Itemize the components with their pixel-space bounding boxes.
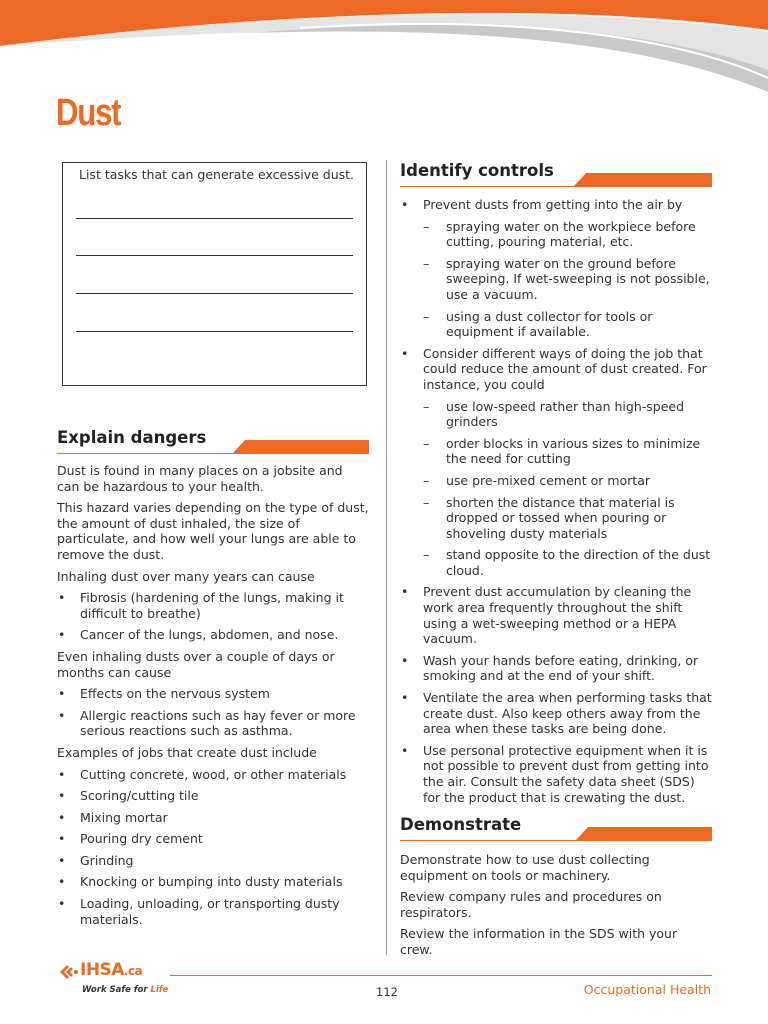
list-item-text: Pouring dry cement	[80, 831, 203, 847]
demonstrate-body	[400, 852, 712, 964]
sub-list-item	[423, 547, 712, 578]
heading-underline	[57, 453, 369, 454]
list-item	[57, 831, 369, 847]
demonstrate-title: Demonstrate	[400, 815, 522, 834]
short-term-effects-list	[57, 686, 369, 739]
sub-list-item	[423, 256, 712, 303]
list-item	[57, 686, 369, 702]
dangers-intro-paragraph: Dust is found in many places on a jobsite and can be hazardous to your health.	[57, 463, 343, 494]
list-item-text: Grinding	[80, 852, 134, 868]
bullet-glyph: •	[58, 809, 66, 825]
dusty-jobs-list	[57, 767, 369, 928]
blank-writing-line	[76, 331, 353, 332]
sub-list-item	[423, 219, 712, 250]
sub-list-item-text: order blocks in various sizes to minimize the need for cutting	[446, 435, 701, 467]
list-item-text: Ventilate the area when performing tasks that create dust. Also keep others away from the area when these tasks are being done.	[423, 690, 712, 737]
explain-dangers-title: Explain dangers	[57, 428, 207, 447]
sub-list-item-text: using a dust collector for tools or equipment if available.	[446, 308, 653, 340]
bullet-glyph: •	[401, 345, 409, 361]
sub-list	[423, 219, 712, 340]
short-term-intro: Even inhaling dusts over a couple of days or months can cause	[57, 648, 335, 680]
list-item-text: Consider different ways of doing the job that could reduce the amount of dust created. For instance, you could	[423, 345, 707, 392]
bullet-glyph: •	[401, 742, 409, 758]
heading-accent-bar	[576, 827, 712, 840]
list-item-text: Mixing mortar	[80, 809, 168, 825]
demonstrate-paragraph: Review the information in the SDS with your crew.	[400, 926, 678, 957]
bullet-glyph: •	[401, 690, 409, 706]
dash-glyph: –	[423, 255, 430, 271]
sub-list-item-text: spraying water on the ground before sweeping. If wet-sweeping is not possible, use a vacuum.	[446, 255, 710, 302]
footer-section-name: Occupational Health	[583, 982, 711, 997]
blank-writing-line	[76, 293, 353, 294]
long-term-effects-list	[57, 590, 369, 643]
sub-list-item-text: use pre-mixed cement or mortar	[446, 472, 651, 488]
heading-accent-bar	[233, 440, 369, 453]
demonstrate-paragraph: Review company rules and procedures on respirators.	[400, 889, 662, 920]
blank-writing-line	[76, 255, 353, 256]
bullet-glyph: •	[58, 852, 66, 868]
heading-accent-bar	[574, 173, 712, 186]
bullet-glyph: •	[58, 686, 66, 702]
tagline-text: Work Safe for	[82, 985, 151, 995]
sub-list-item	[423, 399, 712, 430]
bullet-glyph: •	[58, 874, 66, 890]
sub-list-item-text: shorten the distance that material is dropped or tossed when pouring or shoveling dusty materials	[446, 494, 675, 541]
dangers-intro-paragraph: Inhaling dust over many years can cause	[57, 568, 315, 584]
ihsa-logo-icon	[56, 960, 80, 984]
list-item-text: Allergic reactions such as hay fever or more serious reactions such as asthma.	[80, 707, 356, 739]
list-item	[57, 896, 369, 927]
bullet-glyph: •	[58, 788, 66, 804]
sub-list-item	[423, 473, 712, 489]
bullet-glyph: •	[401, 197, 409, 212]
heading-underline	[400, 840, 712, 841]
list-item	[400, 653, 712, 684]
dangers-intro-paragraph: This hazard varies depending on the type of dust, the amount of dust inhaled, the size of particulate, and how well your lungs are able to remove the dust.	[57, 500, 369, 562]
list-item-text: Loading, unloading, or transporting dusty materials.	[80, 896, 340, 927]
list-item	[57, 767, 369, 783]
list-item-text: Fibrosis (hardening of the lungs, making it difficult to breathe)	[80, 590, 344, 621]
list-item-text: Scoring/cutting tile	[80, 788, 199, 804]
list-item-text: Effects on the nervous system	[80, 686, 270, 702]
bullet-glyph: •	[58, 627, 66, 643]
bullet-glyph: •	[401, 652, 409, 668]
explain-dangers-body	[57, 463, 369, 933]
bullet-glyph: •	[58, 590, 66, 606]
logo-domain-suffix: .ca	[123, 964, 143, 978]
list-item	[57, 708, 369, 739]
logo-tagline	[82, 985, 168, 995]
controls-list	[400, 197, 712, 805]
footer-rule	[170, 975, 712, 976]
list-item-text: Cancer of the lungs, abdomen, and nose.	[80, 627, 339, 643]
demonstrate-heading	[400, 815, 712, 841]
bullet-glyph: •	[58, 896, 66, 912]
sub-list-item	[423, 309, 712, 340]
sub-list	[423, 399, 712, 579]
heading-underline	[400, 186, 712, 187]
page-title: Dust	[56, 92, 121, 134]
list-item	[400, 346, 712, 579]
list-item	[400, 743, 712, 805]
bullet-glyph: •	[58, 707, 66, 723]
bullet-glyph: •	[58, 766, 66, 782]
sub-list-item	[423, 436, 712, 467]
list-item	[57, 810, 369, 826]
sub-list-item-text: spraying water on the workpiece before cutting, pouring material, etc.	[446, 218, 696, 250]
dash-glyph: –	[423, 218, 430, 234]
bullet-glyph: •	[401, 584, 409, 600]
column-divider	[386, 160, 387, 955]
sub-list-item-text: stand opposite to the direction of the dust cloud.	[446, 547, 711, 578]
dash-glyph: –	[423, 547, 430, 563]
tagline-emphasis: Life	[150, 985, 169, 995]
sub-list-item	[423, 495, 712, 542]
page-number: 112	[376, 985, 398, 999]
sub-list-item-text: use low-speed rather than high-speed grinders	[446, 398, 685, 430]
list-item	[57, 627, 369, 643]
list-item	[400, 690, 712, 737]
dash-glyph: –	[423, 494, 430, 510]
list-item-text: Prevent dusts from getting into the air by	[423, 197, 683, 212]
dash-glyph: –	[423, 308, 430, 324]
list-item-text: Use personal protective equipment when it is not possible to prevent dust from getting into the air. Consult the safety data sheet (SDS) for the product that is crewating the dust.	[423, 742, 709, 805]
logo-name: IHSA	[80, 960, 124, 980]
list-item	[57, 788, 369, 804]
blank-writing-line	[76, 218, 353, 219]
task-list-box	[62, 162, 367, 386]
dash-glyph: –	[423, 472, 430, 488]
list-item	[57, 590, 369, 621]
identify-controls-title: Identify controls	[400, 161, 554, 180]
list-item	[400, 197, 712, 340]
demonstrate-paragraph: Demonstrate how to use dust collecting equipment on tools or machinery.	[400, 852, 650, 883]
dash-glyph: –	[423, 435, 430, 451]
logo-wordmark	[80, 960, 142, 980]
list-item	[57, 853, 369, 869]
identify-controls-heading	[400, 161, 712, 187]
identify-controls-body	[400, 197, 712, 811]
task-box-prompt: List tasks that can generate excessive dust.	[79, 167, 355, 182]
list-item-text: Cutting concrete, wood, or other materials	[80, 766, 347, 782]
list-item-text: Prevent dust accumulation by cleaning the work area frequently throughout the shift using a wet-sweeping method or a HEPA vacuum.	[423, 584, 692, 647]
explain-dangers-heading	[57, 428, 369, 454]
list-item-text: Wash your hands before eating, drinking, or smoking and at the end of your shift.	[423, 652, 699, 684]
jobs-intro: Examples of jobs that create dust include	[57, 744, 317, 760]
list-item	[57, 874, 369, 890]
list-item-text: Knocking or bumping into dusty materials	[80, 874, 343, 890]
ihsa-logo	[56, 958, 169, 1002]
list-item	[400, 584, 712, 646]
dash-glyph: –	[423, 398, 430, 414]
bullet-glyph: •	[58, 831, 66, 847]
